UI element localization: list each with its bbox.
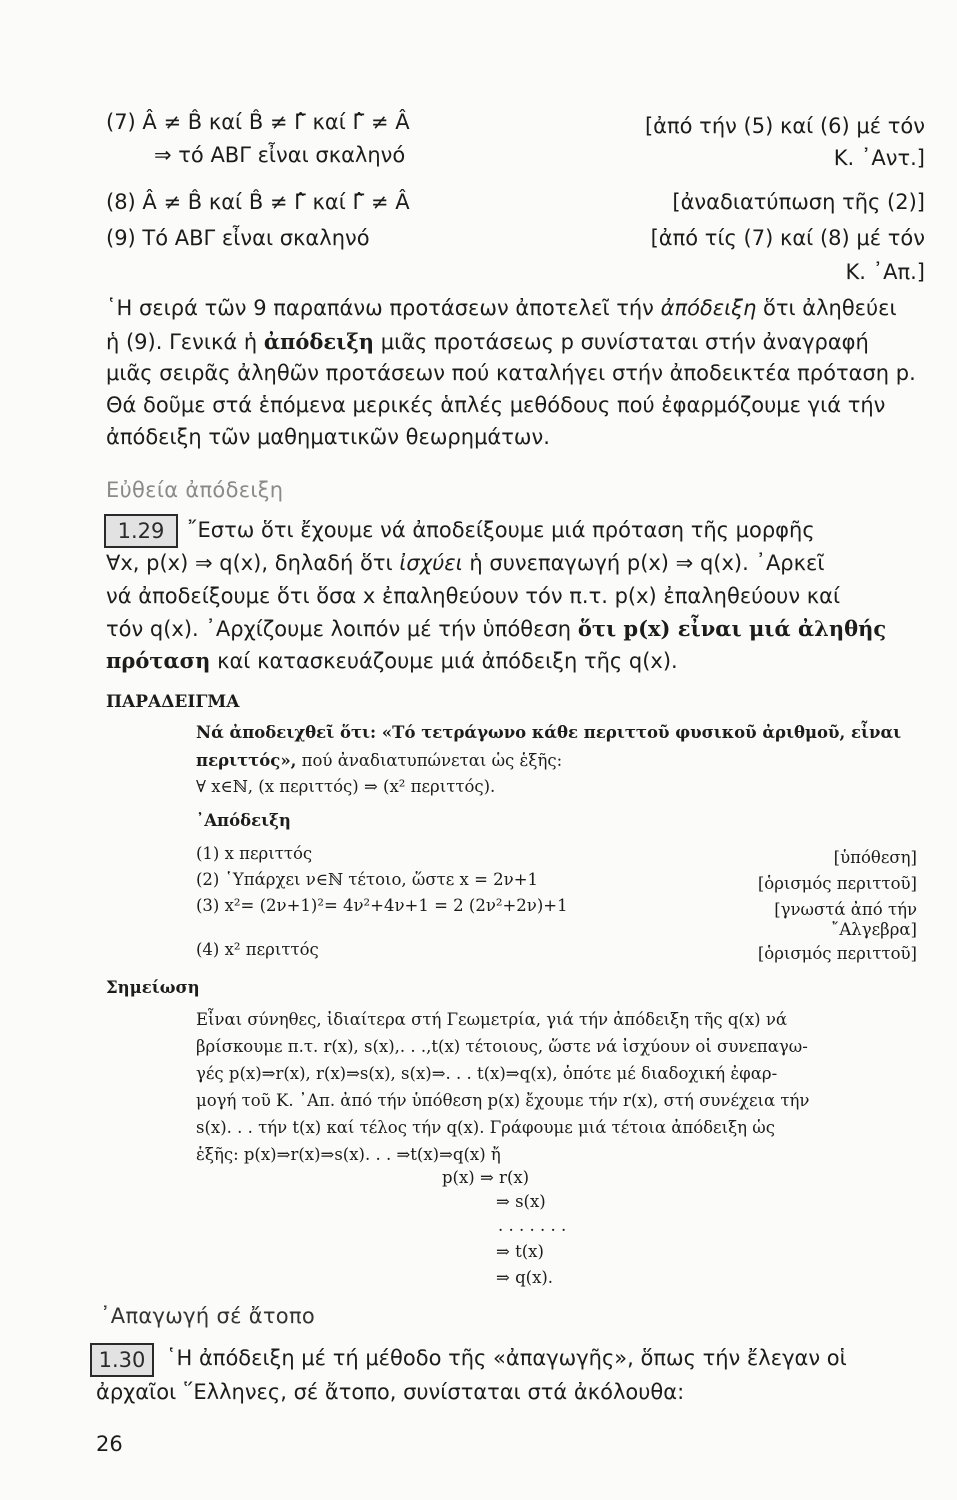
intro-l2b: ἀπόδειξη [263, 329, 375, 354]
example-l2b: πού ἀναδιατυπώνεται ὡς ἑξῆς: [301, 751, 563, 770]
s1-line-5 [106, 650, 678, 672]
s2-line-2: ἀρχαῖοι ῞Ελληνες, σέ ἄτοπο, συνίσταται στά ἀκόλουθα: [96, 1380, 685, 1404]
proof-row-2-ref: [ὁρισμός περιττοῦ] [757, 874, 917, 893]
proof-row-4-ref: [ὁρισμός περιττοῦ] [757, 944, 917, 963]
intro-line-3: μιᾶς σειρᾶς ἀληθῶν προτάσεων πού καταλήγει στήν ἀποδεικτέα πρόταση p. [106, 361, 916, 385]
intro-line-4: Θά δοῦμε στά ἑπόμενα μερικές ἁπλές μεθόδους πού ἐφαρμόζουμε γιά τήν [106, 393, 886, 417]
step-7: (7) Â ≠ B̂ καί B̂ ≠ Γ̂ καί Γ̂ ≠ Â [106, 110, 410, 134]
intro-line-5: ἀπόδειξη τῶν μαθηματικῶν θεωρημάτων. [106, 425, 550, 449]
proof-row-3-ref: [γνωστά ἀπό τήν [774, 900, 917, 919]
proof-row-1-ref: [ὑπόθεση] [833, 848, 917, 867]
chain-row-4: ⇒ t(x) [496, 1242, 544, 1261]
example-title: ΠΑΡΑΔΕΙΓΜΑ [106, 692, 240, 712]
proof-title: ᾿Απόδειξη [196, 811, 291, 830]
intro-l2c: μιᾶς προτάσεως p συνίσταται στήν ἀναγραφή [380, 330, 869, 354]
section-number-1-29: 1.29 [104, 514, 178, 548]
section-number-1-30: 1.30 [90, 1343, 154, 1377]
step-7-ref: [ἀπό τήν (5) καί (6) μέ τόν [644, 114, 925, 138]
note-title: Σημείωση [106, 978, 200, 997]
s1-line-4 [106, 618, 886, 640]
step-8: (8) Â ≠ B̂ καί B̂ ≠ Γ̂ καί Γ̂ ≠ Â [106, 190, 410, 214]
step-9-ref: [ἀπό τίς (7) καί (8) μέ τόν [650, 226, 925, 250]
step-7-cont: ⇒ τό ΑΒΓ εἶναι σκαληνό [154, 143, 406, 167]
s1-l4a: τόν q(x). ᾿Αρχίζουμε λοιπόν μέ τήν ὑπόθεση [106, 617, 572, 641]
s2-line-1: ῾Η ἀπόδειξη μέ τή μέθοδο τῆς «ἀπαγωγῆς», ὅπως τήν ἔλεγαν οἱ [166, 1346, 847, 1370]
proof-row-3-ref2: ῎Αλγεβρα] [831, 920, 917, 939]
chain-row-3: . . . . . . . [498, 1216, 567, 1235]
note-line-3: γές p(x)⇒r(x), r(x)⇒s(x), s(x)⇒. . . t(x)⇒q(x), ὁπότε μέ διαδοχική ἐφαρ- [196, 1064, 778, 1083]
intro-line-2 [106, 331, 869, 353]
example-line-1: Νά ἀποδειχθεῖ ὅτι: «Τό τετράγωνο κάθε περιττοῦ φυσικοῦ ἀριθμοῦ, εἶναι [196, 723, 902, 742]
s1-l4b: ὅτι p(x) εἶναι μιά ἀληθής [577, 616, 887, 641]
example-line-2 [196, 753, 562, 770]
step-9: (9) Τό ΑΒΓ εἶναι σκαληνό [106, 226, 370, 250]
section-heading-reductio: ᾿Απαγωγή σέ ἄτοπο [100, 1304, 316, 1328]
note-line-2: βρίσκουμε π.τ. r(x), s(x),. . .,t(x) τέτοιους, ὥστε νά ἰσχύουν οἱ συνεπαγω- [196, 1037, 808, 1056]
step-7-ref2: Κ. ᾿Αντ.] [833, 146, 925, 170]
s1-l5b: καί κατασκευάζουμε μιά ἀπόδειξη τῆς q(x). [217, 649, 678, 673]
s1-l2b: ἰσχύει [399, 551, 463, 575]
intro-line-1 [106, 298, 897, 319]
intro-l1a: ῾Η σειρά τῶν 9 παραπάνω προτάσεων ἀποτελεῖ τήν [106, 296, 654, 320]
step-8-ref: [ἀναδιατύπωση τῆς (2)] [672, 190, 925, 214]
chain-row-2: ⇒ s(x) [496, 1192, 546, 1211]
example-line-3: ∀ x∈ℕ, (x περιττός) ⇒ (x² περιττός). [196, 777, 496, 796]
proof-row-1: (1) x περιττός [196, 844, 313, 863]
proof-row-3: (3) x²= (2ν+1)²= 4ν²+4ν+1 = 2 (2ν²+2ν)+1 [196, 896, 568, 915]
example-l2a: περιττός», [196, 751, 297, 770]
s1-line-1: ῎Εστω ὅτι ἔχουμε νά ἀποδείξουμε μιά πρόταση τῆς μορφῆς [187, 518, 815, 542]
intro-l1c: ὅτι ἀληθεύει [762, 296, 897, 320]
note-line-4: μογή τοῦ Κ. ᾿Απ. ἀπό τήν ὑπόθεση p(x) ἔχουμε τήν r(x), στή συνέχεια τήν [196, 1091, 810, 1110]
page-number: 26 [96, 1432, 123, 1456]
s1-l2a: ∀x, p(x) ⇒ q(x), δηλαδή ὅτι [106, 551, 393, 575]
intro-l2a: ἡ (9). Γενικά ἡ [106, 330, 258, 354]
s1-l2c: ἡ συνεπαγωγή p(x) ⇒ q(x). ᾿Αρκεῖ [469, 551, 825, 575]
step-9-ref2: Κ. ᾿Απ.] [845, 260, 925, 284]
intro-l1b: ἀπόδειξη [660, 296, 757, 320]
chain-row-5: ⇒ q(x). [496, 1268, 554, 1287]
section-heading-direct-proof: Εὐθεία ἀπόδειξη [106, 478, 284, 502]
s1-l5a: πρόταση [106, 648, 211, 673]
note-line-6: ἑξῆς: p(x)⇒r(x)⇒s(x). . . ⇒t(x)⇒q(x) ἤ [196, 1145, 501, 1164]
note-line-1: Εἶναι σύνηθες, ἰδιαίτερα στή Γεωμετρία, γιά τήν ἀπόδειξη τῆς q(x) νά [196, 1010, 788, 1029]
proof-row-4: (4) x² περιττός [196, 940, 319, 959]
note-line-5: s(x). . . τήν t(x) καί τέλος τήν q(x). Γράφουμε μιά τέτοια ἀπόδειξη ὡς [196, 1118, 775, 1137]
s1-line-2 [106, 553, 824, 574]
proof-row-2: (2) ῾Υπάρχει ν∈ℕ τέτοιο, ὥστε x = 2ν+1 [196, 870, 539, 889]
chain-row-1: p(x) ⇒ r(x) [442, 1168, 530, 1187]
s1-line-3: νά ἀποδείξουμε ὅτι ὅσα x ἐπαληθεύουν τόν π.τ. p(x) ἐπαληθεύουν καί [106, 584, 841, 608]
